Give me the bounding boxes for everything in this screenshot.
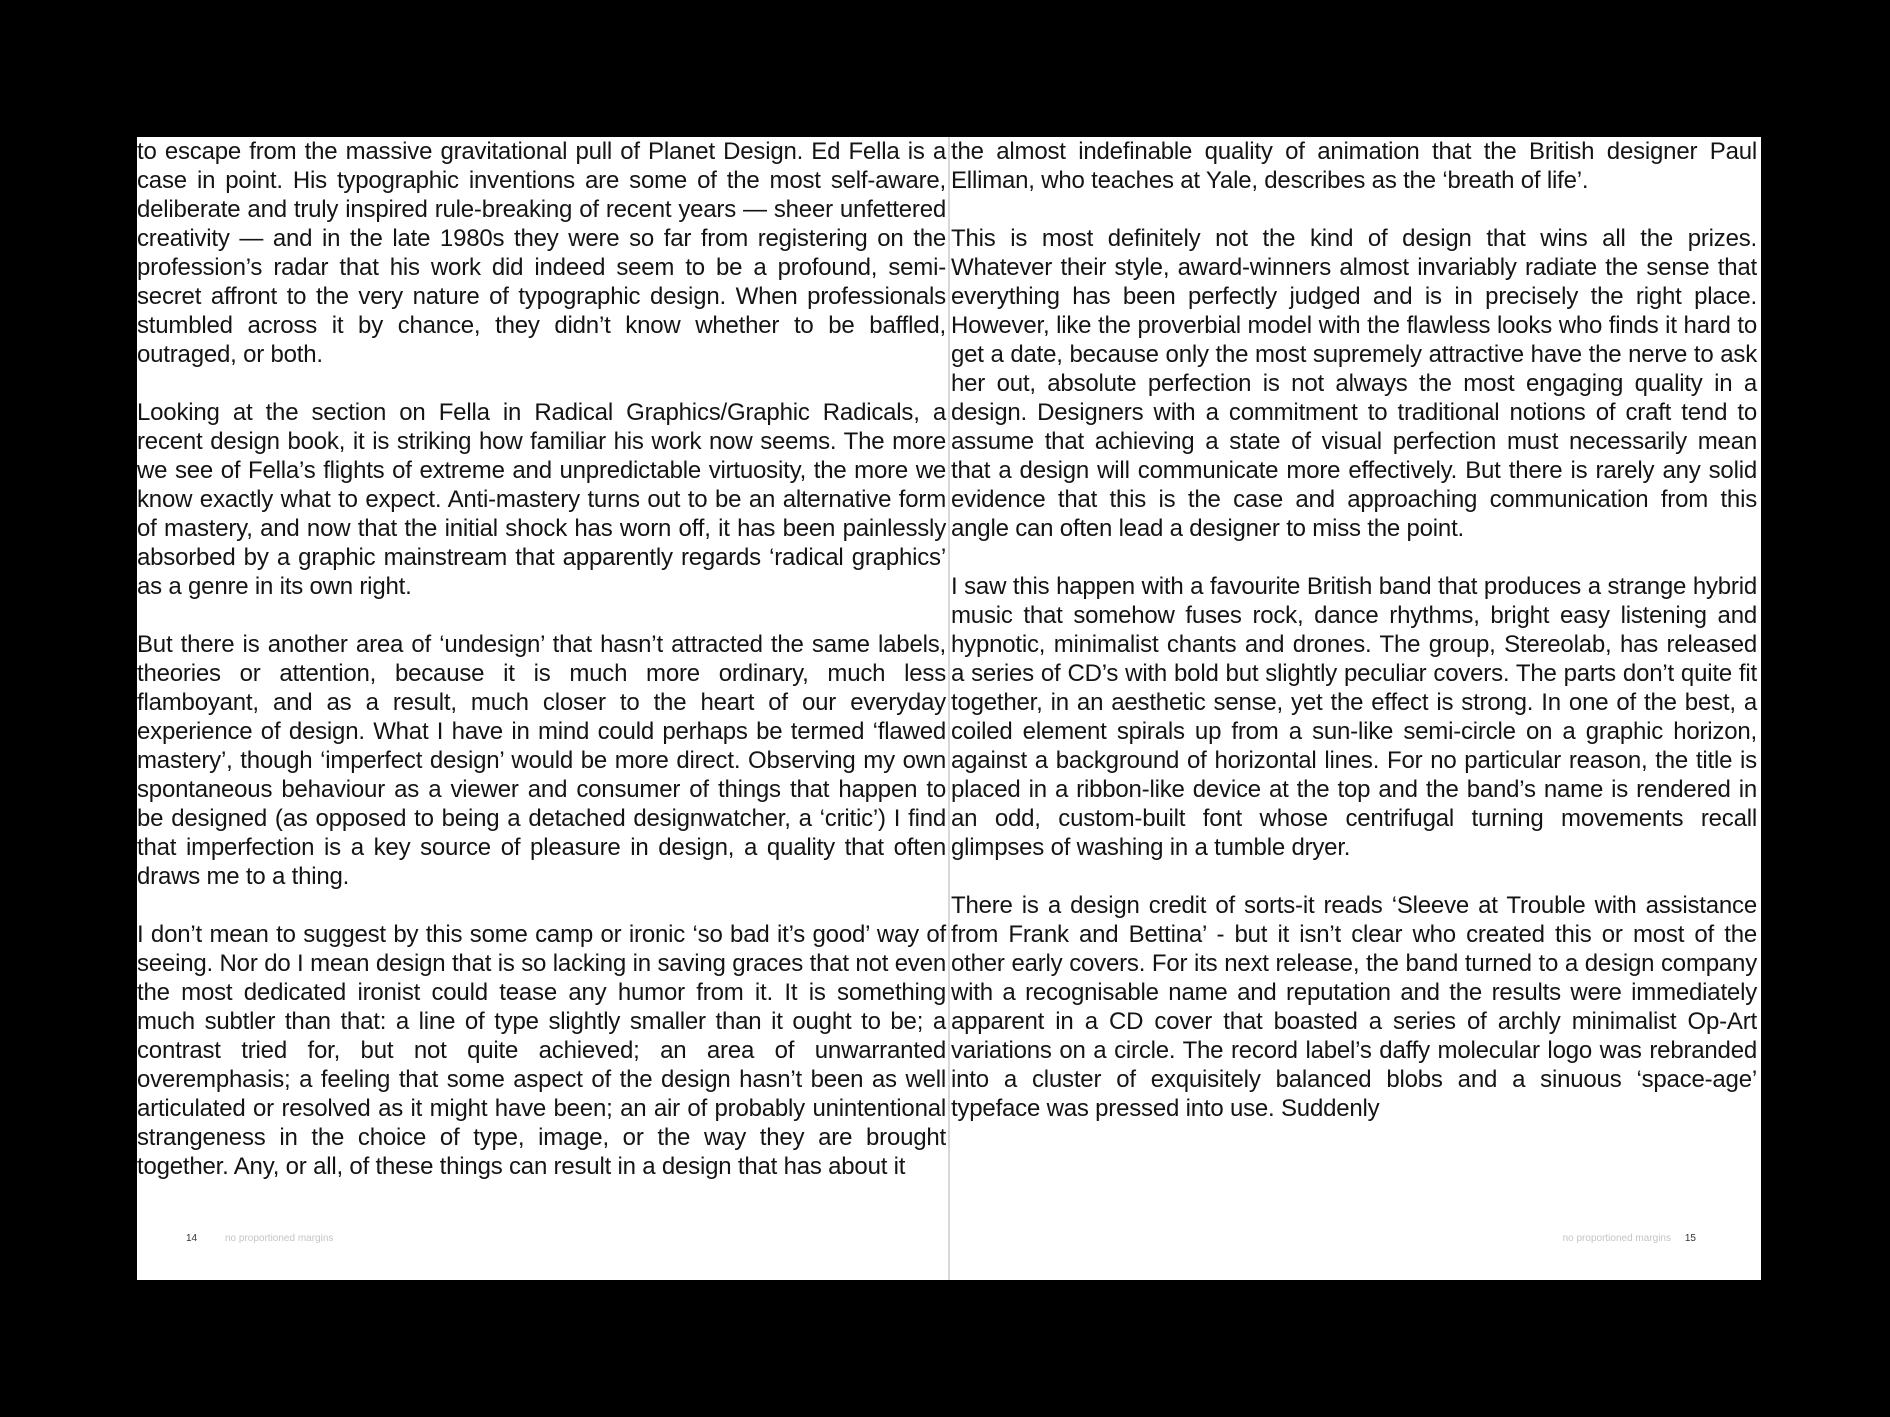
page-number: 15: [1684, 1233, 1696, 1244]
paragraph: Looking at the section on Fella in Radical Graphics/Graphic Radicals, a recent design book, it is striking how familiar his work now seems. The more we see of Fella’s flights of extreme and unpredictable virtuosity, the more we know exactly what to expect. Anti-mastery turns out to be an alternative form of mastery, and now that the initial shock has worn off, it has been painlessly absorbed by a graphic mainstream that apparently regards ‘radical graphics’ as a genre in its own right.: [137, 399, 946, 600]
paragraph: I saw this happen with a favourite British band that produces a strange hybrid music that somehow fuses rock, dance rhythms, bright easy listening and hypnotic, minimalist chants and drones. The group, Stereolab, has released a series of CD’s with bold but slightly peculiar covers. The parts don’t quite fit together, in an aesthetic sense, yet the effect is strong. In one of the best, a coiled element spirals up from a sun-like semi-circle on a graphic horizon, against a background of horizontal lines. For no particular reason, the title is placed in a ribbon-like device at the top and the band’s name is rendered in an odd, custom-built font whose centrifugal turning movements recall glimpses of washing in a tumble dryer.: [951, 573, 1757, 861]
paragraph: This is most definitely not the kind of design that wins all the prizes. Whatever their style, award-winners almost invariably radiate the sense that everything has been perfectly judged and is in precisely the right place. However, like the proverbial model with the flawless looks who finds it hard to get a date, because only the most supremely attractive have the nerve to ask her out, absolute perfection is not always the most engaging quality in a design. Designers with a commitment to traditional notions of craft tend to assume that achieving a state of visual perfection must necessarily mean that a design will communicate more effectively. But there is rarely any solid evidence that this is the case and approaching communication from this angle can often lead a designer to miss the point.: [951, 225, 1757, 542]
left-text-column: [137, 137, 946, 1181]
paragraph: the almost indefinable quality of animation that the British designer Paul Elliman, who teaches at Yale, describes as the ‘breath of life’.: [951, 138, 1757, 194]
right-text-column: [951, 137, 1757, 1123]
right-page: [948, 137, 1761, 1280]
left-page: [137, 137, 948, 1280]
running-head: no proportioned margins: [1562, 1233, 1671, 1244]
paragraph: But there is another area of ‘undesign’ that hasn’t attracted the same labels, theories or attention, because it is much more ordinary, much less flamboyant, and as a result, much closer to the heart of our everyday experience of design. What I have in mind could perhaps be termed ‘flawed mastery’, though ‘imperfect design’ would be more direct. Observing my own spontaneous behaviour as a viewer and consumer of things that happen to be designed (as opposed to being a detached designwatcher, a ‘critic’) I find that imperfection is a key source of pleasure in design, a quality that often draws me to a thing.: [137, 631, 946, 890]
book-spread: [137, 137, 1761, 1280]
paragraph: to escape from the massive gravitational pull of Planet Design. Ed Fella is a case in point. His typographic inventions are some of the most self-aware, deliberate and truly inspired rule-breaking of recent years — sheer unfettered creativity — and in the late 1980s they were so far from registering on the profession’s radar that his work did indeed seem to be a profound, semi-secret affront to the very nature of typographic design. When professionals stumbled across it by chance, they didn’t know whether to be baffled, outraged, or both.: [137, 138, 946, 368]
paragraph: There is a design credit of sorts-it reads ‘Sleeve at Trouble with assistance from Frank and Bettina’ - but it isn’t clear who created this or most of the other early covers. For its next release, the band turned to a design company with a recognisable name and reputation and the results were immediately apparent in a CD cover that boasted a series of archly minimalist Op-Art variations on a circle. The record label’s daffy molecular logo was rebranded into a cluster of exquisitely balanced blobs and a sinuous ‘space-age’ typeface was pressed into use. Suddenly: [951, 892, 1757, 1122]
page-number: 14: [186, 1233, 198, 1244]
paragraph: I don’t mean to suggest by this some camp or ironic ‘so bad it’s good’ way of seeing. Nor do I mean design that is so lacking in saving graces that not even the most dedicated ironist could tease any humor from it. It is something much subtler than that: a line of type slightly smaller than it ought to be; a contrast tried for, but not quite achieved; an area of unwarranted overemphasis; a feeling that some aspect of the design hasn’t been as well articulated or resolved as it might have been; an air of probably unintentional strangeness in the choice of type, image, or the way they are brought together. Any, or all, of these things can result in a design that has about it: [137, 921, 946, 1180]
running-head: no proportioned margins: [225, 1233, 334, 1244]
